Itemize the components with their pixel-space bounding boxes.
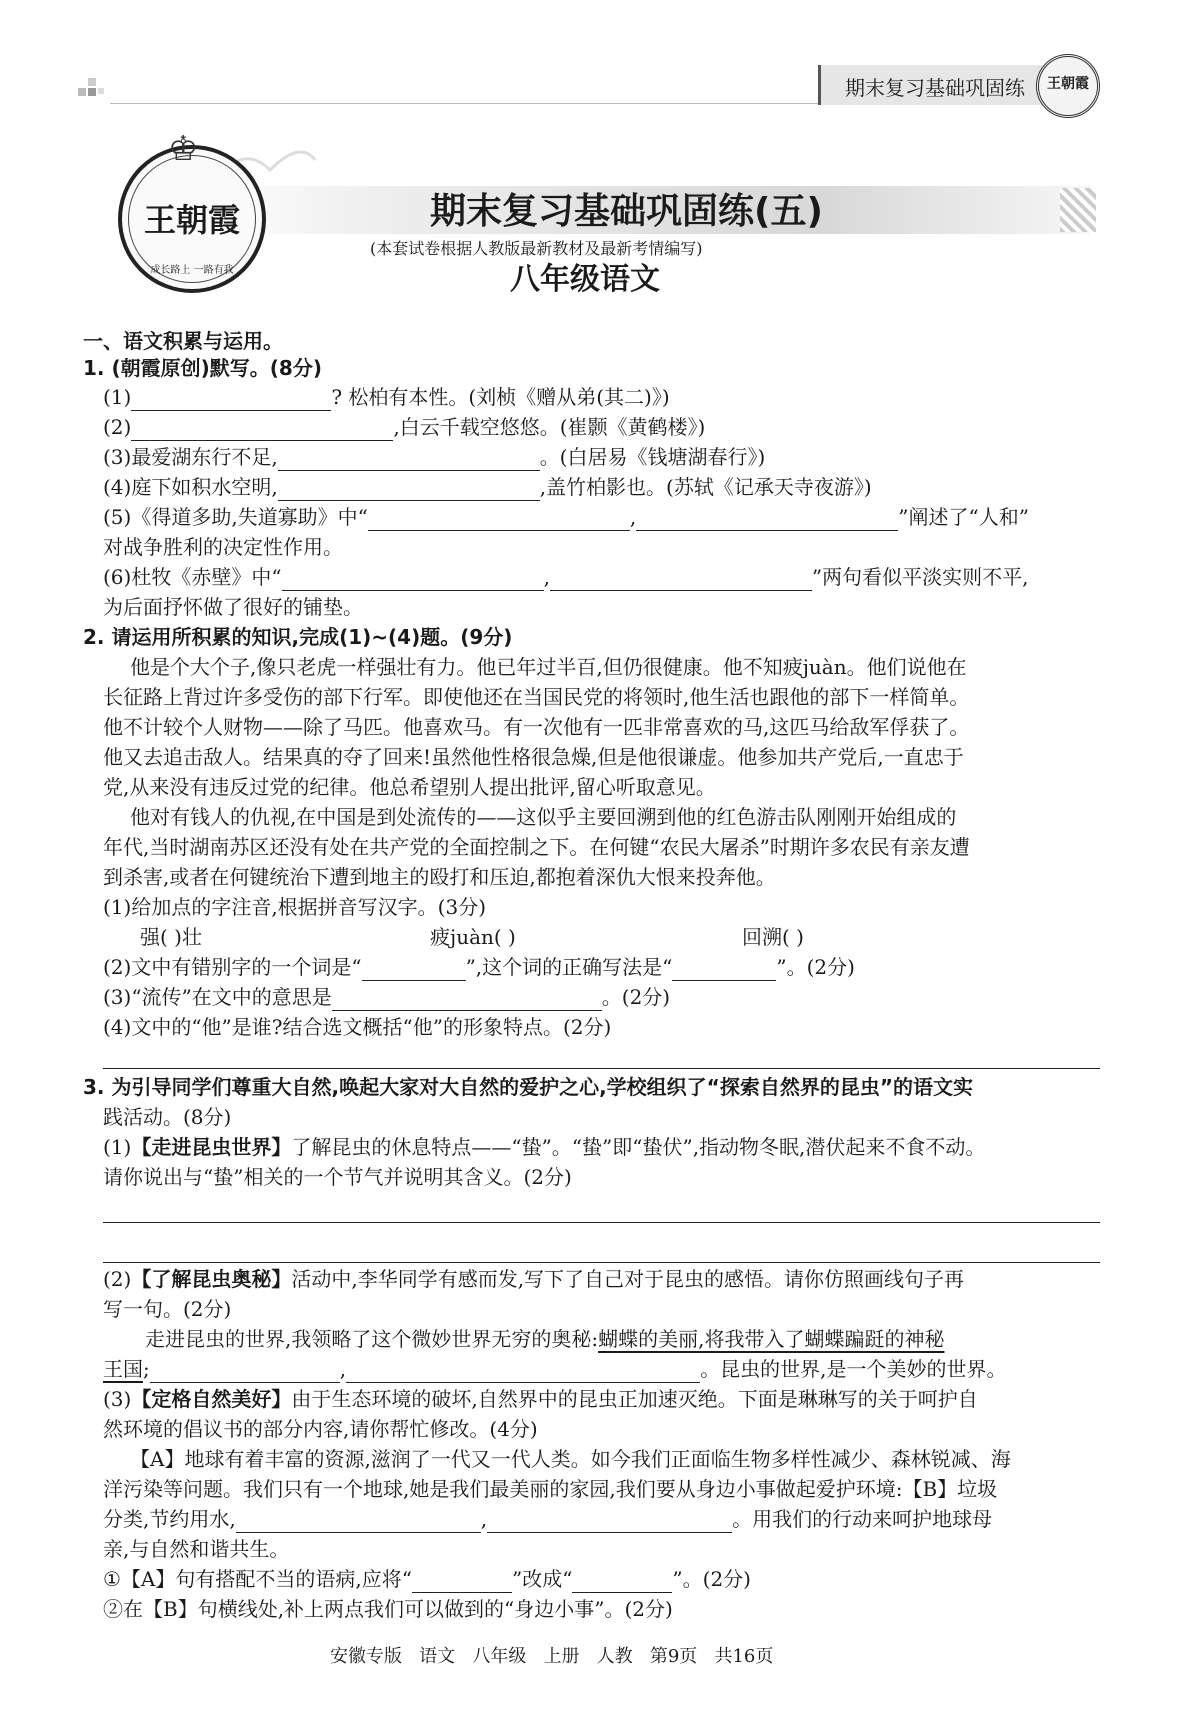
section-heading: 一、语文积累与运用。 (83, 329, 283, 353)
q2-sub2: (2)文中有错别字的一个词是“ ”,这个词的正确写法是“ ”。(2分) (103, 955, 855, 979)
answer-blank[interactable] (636, 508, 898, 531)
answer-blank[interactable] (236, 1510, 481, 1533)
answer-blank[interactable] (550, 568, 812, 591)
crown-icon: ♔ (168, 129, 199, 169)
q2-para2-line3: 到杀害,或者在何键统治下遭到地主的殴打和压迫,都抱着深仇大恨来投奔他。 (103, 865, 776, 889)
q3-sub2-sentence-cont: 王国; , 。昆虫的世界,是一个美妙的世界。 (103, 1357, 1007, 1381)
q3-sub2: (2)【了解昆虫奥秘】活动中,李华同学有感而发,写下了自己对于昆虫的感悟。请你仿照画线句子再 (103, 1267, 965, 1291)
q1-item-6: (6)杜牧《赤壁》中“ , ”两句看似平淡实则不平, (103, 565, 1029, 589)
answer-line[interactable] (103, 1262, 1100, 1263)
q1-item-3: (3)最爱湖东行不足, 。(白居易《钱塘湖春行》) (103, 445, 766, 469)
q3-sub2-cont: 写一句。(2分) (103, 1297, 232, 1321)
proposal-line4: 亲,与自然和谐共生。 (103, 1537, 290, 1561)
answer-blank[interactable] (278, 448, 540, 471)
seal-bottom: 成长路上 一路有我 (150, 265, 234, 276)
q2-sub1: (1)给加点的字注音,根据拼音写汉字。(3分) (103, 895, 487, 919)
page-title: 期末复习基础巩固练(五) (430, 191, 823, 232)
q3-sub1-cont: 请你说出与“蛰”相关的一个节气并说明其含义。(2分) (103, 1165, 572, 1189)
answer-blank[interactable] (672, 958, 776, 981)
q1-stem: 1. (朝霞原创)默写。(8分) (83, 356, 322, 380)
q3-stem-line2: 践活动。(8分) (103, 1105, 232, 1129)
answer-blank[interactable] (150, 1360, 340, 1383)
header-label: 期末复习基础巩固练 (845, 76, 1025, 100)
q2-para1-line1: 他是个大个子,像只老虎一样强壮有力。他已年过半百,但仍很健康。他不知疲juàn。他们说他在 (130, 655, 967, 679)
q3-sub3-cont: 然环境的倡议书的部分内容,请你帮忙修改。(4分) (103, 1417, 538, 1441)
answer-blank[interactable] (131, 388, 331, 411)
proposal-line2: 洋污染等问题。我们只有一个地球,她是我们最美丽的家园,我们要从身边小事做起爱护环境:【B】垃圾 (103, 1477, 998, 1501)
header-rule (110, 103, 820, 104)
q1-item-1: (1) ? 松柏有本性。(刘桢《赠从弟(其二)》) (103, 385, 670, 409)
answer-blank[interactable] (368, 508, 630, 531)
answer-blank[interactable] (332, 988, 602, 1011)
q2-para2-line2: 年代,当时湖南苏区还没有处在共产党的全面控制之下。在何键“农民大屠杀”时期许多农民有亲友遭 (103, 835, 970, 859)
answer-blank[interactable] (487, 1510, 732, 1533)
header-seal-text: 王朝霞 (1047, 76, 1089, 92)
banner-checker (1060, 188, 1096, 232)
answer-blank[interactable] (346, 1360, 700, 1383)
q2-sub1-a[interactable]: 强( )壮 (140, 925, 202, 949)
q3-tag-3: 【定格自然美好】 (131, 1387, 292, 1411)
header-seal-icon (1036, 54, 1100, 118)
proposal-line3: 分类,节约用水, , 。用我们的行动来呵护地球母 (103, 1507, 993, 1531)
q3-sub1: (1)【走进昆虫世界】了解昆虫的休息特点——“蛰”。“蛰”即“蛰伏”,指动物冬眠,潜伏起来不食不动。 (103, 1135, 986, 1159)
q1-item-2: (2) ,白云千载空悠悠。(崔颢《黄鹤楼》) (103, 415, 706, 439)
grade-subject: 八年级语文 (510, 262, 660, 297)
q2-para1-line2: 长征路上背过许多受伤的部下行军。即使他还在当国民党的将领时,他生活也跟他的部下一样简单。 (103, 685, 970, 709)
q2-para1-line3: 他不计较个人财物——除了马匹。他喜欢马。有一次他有一匹非常喜欢的马,这匹马给敌军俘获了。 (103, 715, 970, 739)
q2-sub1-b[interactable]: 疲juàn( ) (430, 925, 516, 949)
answer-blank[interactable] (282, 568, 544, 591)
answer-blank[interactable] (131, 418, 393, 441)
q1-item-6-cont: 为后面抒怀做了很好的铺垫。 (103, 595, 363, 619)
title-subnote: (本套试卷根据人教版最新教材及最新考情编写) (370, 239, 703, 258)
q2-para1-line5: 党,从来没有违反过党的纪律。他总希望别人提出批评,留心听取意见。 (103, 775, 716, 799)
answer-blank[interactable] (412, 1570, 512, 1593)
q2-stem: 2. 请运用所积累的知识,完成(1)~(4)题。(9分) (83, 625, 513, 649)
q3-stem-line1: 3. 为引导同学们尊重大自然,唤起大家对大自然的爱护之心,学校组织了“探索自然界的昆虫”的语文实 (83, 1075, 973, 1099)
q2-para2-line1: 他对有钱人的仇视,在中国是到处流传的——这似乎主要回溯到他的红色游击队刚刚开始组成的 (130, 805, 957, 829)
q2-sub4: (4)文中的“他”是谁?结合选文概括“他”的形象特点。(2分) (103, 1015, 612, 1039)
q2-sub1-c[interactable]: 回溯( ) (742, 925, 804, 949)
q3-sub3-c1: ①【A】句有搭配不当的语病,应将“ ”改成“ ”。(2分) (103, 1567, 751, 1591)
answer-blank[interactable] (572, 1570, 672, 1593)
q1-item-5-cont: 对战争胜利的决定性作用。 (103, 535, 343, 559)
answer-blank[interactable] (278, 478, 540, 501)
q1-item-4: (4)庭下如积水空明, ,盖竹柏影也。(苏轼《记承天寺夜游》) (103, 475, 872, 499)
underlined-model-sentence: 蝴蝶的美丽,将我带入了蝴蝶蹁跹的神秘 (598, 1327, 945, 1351)
page-footer: 安徽专版 语文 八年级 上册 人教 第9页 共16页 (330, 1646, 774, 1667)
answer-line[interactable] (103, 1222, 1100, 1223)
seal-name: 王朝霞 (143, 201, 240, 239)
answer-blank[interactable] (362, 958, 466, 981)
q2-sub3: (3)“流传”在文中的意思是 。(2分) (103, 985, 671, 1009)
q3-sub3-c2: ②在【B】句横线处,补上两点我们可以做到的“身边小事”。(2分) (103, 1597, 673, 1621)
q3-tag-1: 【走进昆虫世界】 (131, 1135, 292, 1159)
brand-seal (118, 129, 266, 293)
proposal-line1: 【A】地球有着丰富的资源,滋润了一代又一代人类。如今我们正面临生物多样性减少、森林锐减、海 (130, 1447, 1011, 1471)
answer-line[interactable] (103, 1068, 1100, 1069)
q3-sub3: (3)【定格自然美好】由于生态环境的破坏,自然界中的昆虫正加速灭绝。下面是琳琳写的关于呵护自 (103, 1387, 978, 1411)
q3-sub2-sentence: 走进昆虫的世界,我领略了这个微妙世界无穷的奥秘:蝴蝶的美丽,将我带入了蝴蝶蹁跹的神秘 (145, 1327, 945, 1351)
q1-item-5: (5)《得道多助,失道寡助》中“ , ”阐述了“人和” (103, 505, 1029, 529)
q3-tag-2: 【了解昆虫奥秘】 (131, 1267, 292, 1291)
q2-para1-line4: 他又去追击敌人。结果真的夺了回来!虽然他性格很急燥,但是他很谦虚。他参加共产党后,一直忠于 (103, 745, 964, 769)
